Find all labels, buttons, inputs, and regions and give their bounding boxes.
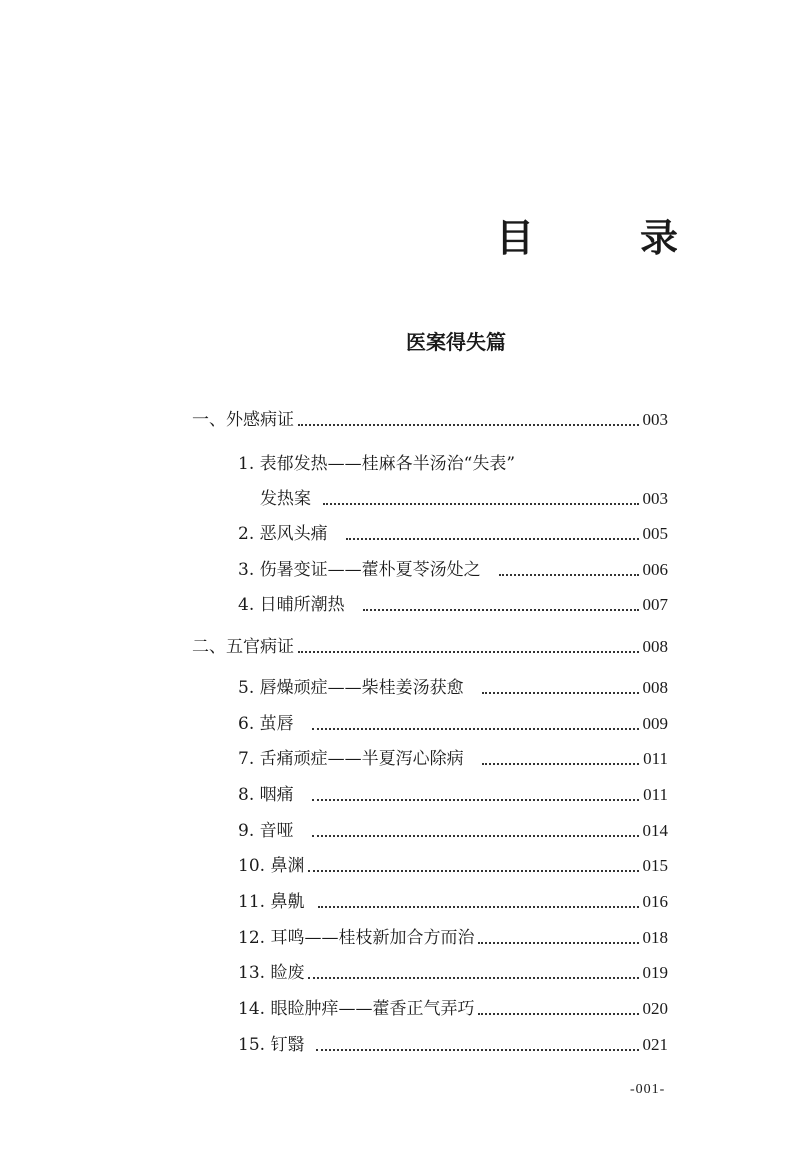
- toc-entry[interactable]: [238, 557, 668, 583]
- leader-dots: [363, 608, 639, 611]
- leader-dots: [478, 941, 638, 944]
- toc-entry-label: 5. 唇燥顽症——柴桂姜汤获愈: [238, 678, 464, 698]
- toc-page-number: 003: [642, 410, 668, 429]
- toc-entry-label: 12. 耳鸣——桂枝新加合方而治: [238, 928, 475, 948]
- leader-dots: [298, 423, 639, 426]
- toc-entry[interactable]: [238, 1032, 668, 1058]
- toc-entry[interactable]: [238, 925, 668, 951]
- leader-dots: [323, 502, 639, 505]
- toc-entry-label: 15. 钉翳: [238, 1035, 305, 1055]
- toc-page-number: 008: [642, 637, 668, 656]
- leader-dots: [346, 537, 639, 540]
- toc-page-number: 003: [642, 489, 668, 508]
- toc-page-number: 018: [642, 928, 668, 947]
- leader-dots: [316, 1048, 638, 1051]
- leader-dots: [482, 762, 640, 765]
- toc-page-number: 016: [642, 892, 668, 911]
- toc-page-number: 006: [642, 560, 668, 579]
- toc-entry-label: 6. 茧唇: [238, 714, 294, 734]
- toc-entry[interactable]: [238, 960, 668, 986]
- toc-entry[interactable]: [238, 818, 668, 844]
- toc-entry-label: 9. 音哑: [238, 821, 294, 841]
- page-number: -001-: [630, 1082, 666, 1097]
- toc-category[interactable]: [192, 407, 668, 433]
- toc-category[interactable]: [192, 634, 668, 660]
- toc-entry-label: 3. 伤暑变证——藿朴夏苓汤处之: [238, 560, 481, 580]
- toc-entry[interactable]: [238, 889, 668, 915]
- leader-dots: [478, 1012, 638, 1015]
- toc-entry[interactable]: [238, 853, 668, 879]
- toc-entry[interactable]: [238, 711, 668, 737]
- toc-entry[interactable]: [238, 782, 668, 808]
- toc-page-number: 005: [642, 524, 668, 543]
- toc-entry-label: 2. 恶风头痛: [238, 524, 328, 544]
- section-title: 医案得失篇: [406, 330, 506, 354]
- toc-entry[interactable]: [238, 746, 668, 772]
- toc-entry[interactable]: [238, 675, 668, 701]
- leader-dots: [308, 976, 638, 979]
- toc-page-number: 019: [642, 963, 668, 982]
- toc-entry-label: 发热案: [260, 489, 311, 509]
- toc-category-label: 一、外感病证: [192, 410, 294, 430]
- toc-entry[interactable]: [238, 996, 668, 1022]
- leader-dots: [482, 691, 639, 694]
- toc-entry[interactable]: [238, 592, 668, 618]
- toc-entry-label: 13. 睑废: [238, 963, 305, 983]
- leader-dots: [318, 905, 638, 908]
- toc-page-number: 011: [643, 749, 668, 768]
- toc-entry-label: 14. 眼睑肿痒——藿香正气弄巧: [238, 999, 475, 1019]
- toc-category-label: 二、五官病证: [192, 637, 294, 657]
- toc-entry-label: 10. 鼻渊: [238, 856, 305, 876]
- toc-entry-label: 11. 鼻鼽: [238, 892, 305, 912]
- toc-page-number: 021: [642, 1035, 668, 1054]
- toc-entry-label: 7. 舌痛顽症——半夏泻心除病: [238, 749, 464, 769]
- toc-page-number: 011: [643, 785, 668, 804]
- toc-entry-label: 4. 日晡所潮热: [238, 595, 345, 615]
- toc-entry-line1[interactable]: 1. 表郁发热——桂麻各半汤治“失表”: [238, 454, 516, 474]
- toc-page-number: 007: [642, 595, 668, 614]
- page-title: 目 录: [495, 215, 712, 260]
- leader-dots: [312, 834, 639, 837]
- toc-page-number: 009: [642, 714, 668, 733]
- toc-page-number: 020: [642, 999, 668, 1018]
- leader-dots: [499, 573, 639, 576]
- leader-dots: [298, 650, 639, 653]
- toc-entry[interactable]: [238, 521, 668, 547]
- toc-page-number: 014: [642, 821, 668, 840]
- leader-dots: [312, 798, 640, 801]
- toc-entry[interactable]: [260, 486, 668, 512]
- toc-entry-label: 8. 咽痛: [238, 785, 294, 805]
- leader-dots: [312, 727, 639, 730]
- toc-page-number: 008: [642, 678, 668, 697]
- leader-dots: [308, 869, 638, 872]
- toc-page-number: 015: [642, 856, 668, 875]
